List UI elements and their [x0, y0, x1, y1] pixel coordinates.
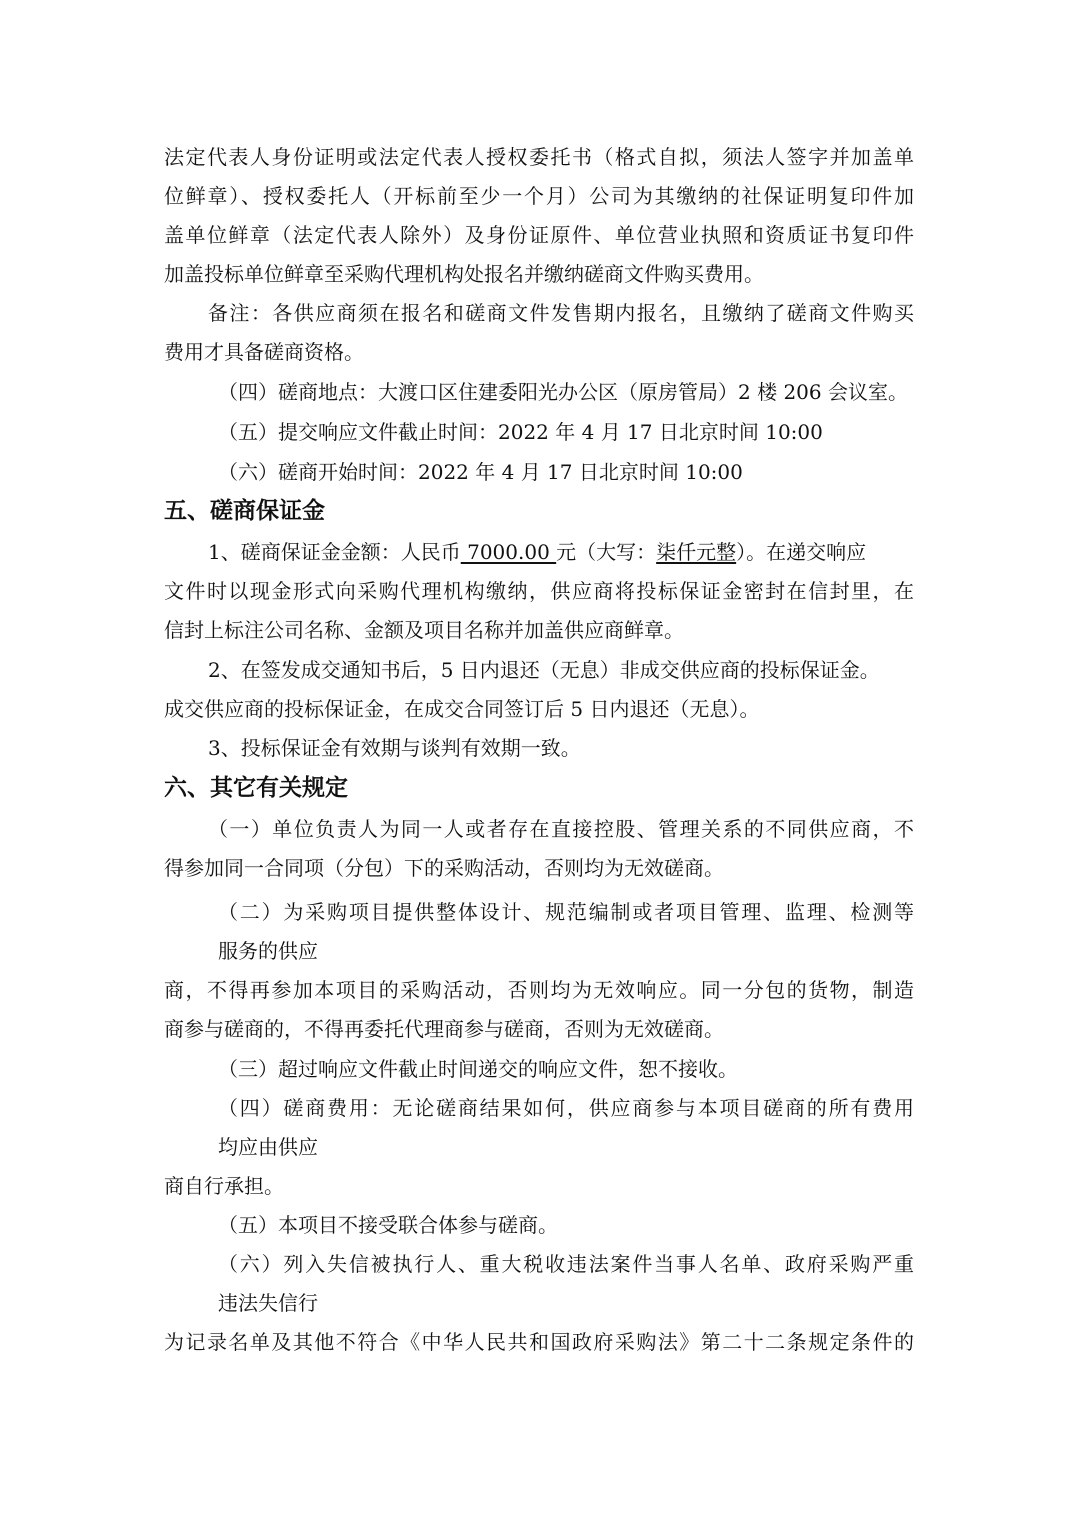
paragraph-line: 商参与磋商的，不得再委托代理商参与磋商，否则为无效磋商。: [164, 1017, 724, 1041]
paragraph-line: 商，不得再参加本项目的采购活动，否则均为无效响应。同一分包的货物，制造: [164, 978, 914, 1002]
paragraph-line: 均应由供应: [218, 1135, 318, 1159]
paragraph-line: （四）磋商费用：无论磋商结果如何，供应商参与本项目磋商的所有费用: [218, 1096, 914, 1120]
paragraph-line: 为记录名单及其他不符合《中华人民共和国政府采购法》第二十二条规定条件的: [164, 1330, 914, 1354]
paragraph-line: 2、在签发成交通知书后，5 日内退还（无息）非成交供应商的投标保证金。: [208, 658, 880, 682]
paragraph-line: 商自行承担。: [164, 1174, 284, 1198]
paragraph-line: 违法失信行: [218, 1291, 318, 1315]
paragraph-line: 法定代表人身份证明或法定代表人授权委托书（格式自拟，须法人签字并加盖单: [164, 145, 914, 169]
paragraph-line: 文件时以现金形式向采购代理机构缴纳，供应商将投标保证金密封在信封里，在: [164, 579, 914, 603]
paragraph-line: 加盖投标单位鲜章至采购代理机构处报名并缴纳磋商文件购买费用。: [164, 262, 764, 286]
section-heading: 五、磋商保证金: [164, 498, 325, 524]
section-heading: 六、其它有关规定: [164, 775, 348, 801]
item-deadline: （五）提交响应文件截止时间：2022 年 4 月 17 日北京时间 10:00: [218, 420, 823, 444]
paragraph-line: 盖单位鲜章（法定代表人除外）及身份证原件、单位营业执照和资质证书复印件: [164, 223, 914, 247]
paragraph-line: 得参加同一合同项（分包）下的采购活动，否则均为无效磋商。: [164, 856, 724, 880]
deposit-amount-upper: 柒仟元整: [656, 540, 737, 564]
deposit-line: 1、磋商保证金金额：人民币 7000.00 元（大写：柒仟元整）。在递交响应: [208, 540, 867, 564]
paragraph-line: 位鲜章）、授权委托人（开标前至少一个月）公司为其缴纳的社保证明复印件加: [164, 184, 914, 208]
paragraph-line: （五）本项目不接受联合体参与磋商。: [218, 1213, 558, 1237]
paragraph-line: 信封上标注公司名称、金额及项目名称并加盖供应商鲜章。: [164, 618, 684, 642]
paragraph-line: （六）列入失信被执行人、重大税收违法案件当事人名单、政府采购严重: [218, 1252, 914, 1276]
note-line: 备注：各供应商须在报名和磋商文件发售期内报名，且缴纳了磋商文件购买: [208, 301, 914, 325]
paragraph-line: 成交供应商的投标保证金，在成交合同签订后 5 日内退还（无息）。: [164, 697, 760, 721]
item-start-time: （六）磋商开始时间：2022 年 4 月 17 日北京时间 10:00: [218, 460, 743, 484]
item-venue: （四）磋商地点：大渡口区住建委阳光办公区（原房管局）2 楼 206 会议室。: [218, 380, 908, 404]
paragraph-line: 3、投标保证金有效期与谈判有效期一致。: [208, 736, 581, 760]
note-line: 费用才具备磋商资格。: [164, 340, 364, 364]
paragraph-line: （三）超过响应文件截止时间递交的响应文件，恕不接收。: [218, 1057, 738, 1081]
paragraph-line: （一）单位负责人为同一人或者存在直接控股、管理关系的不同供应商，不: [208, 817, 914, 841]
paragraph-line: 服务的供应: [218, 939, 318, 963]
deposit-amount: 7000.00: [460, 540, 557, 564]
paragraph-line: （二）为采购项目提供整体设计、规范编制或者项目管理、监理、检测等: [218, 900, 914, 924]
